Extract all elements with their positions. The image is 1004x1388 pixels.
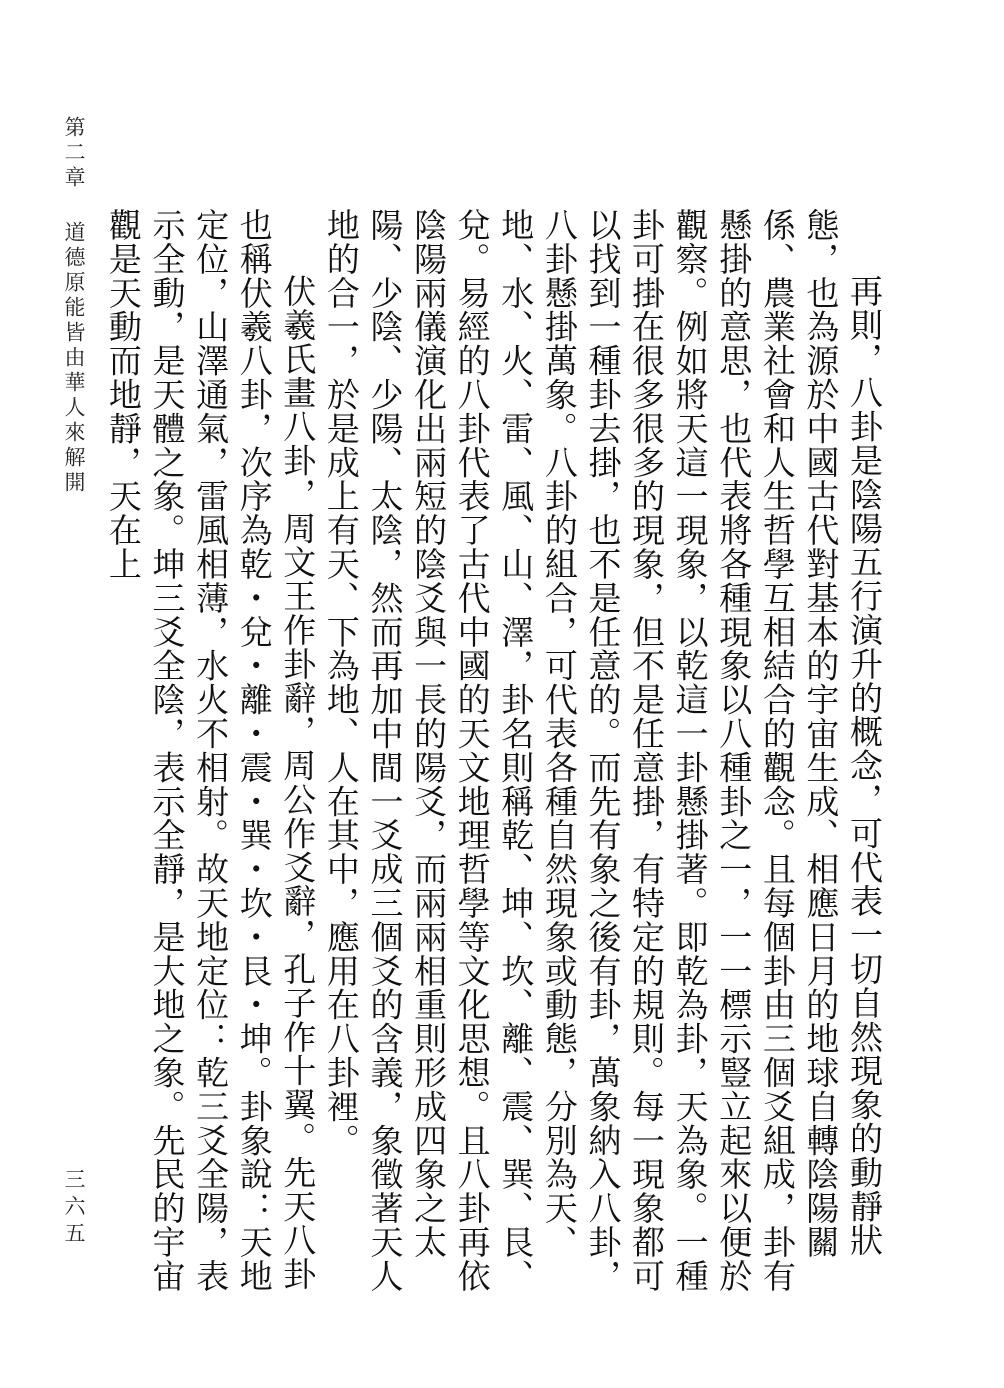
paragraph-fuxi-trigrams: 伏羲氏畫八卦，周文王作卦辭，周公作爻辭，孔子作十翼。先天八卦也稱伏羲八卦，次序為乾・兌・離・震・巽・坎・艮・坤。卦象說：天地定位，山澤通氣，雷風相薄，水火不相射。故天地定位：乾三爻全陽，表示全動，是天體之象。坤三爻全陰，表示全靜，是大地之象。先民的宇宙觀是天動而地靜，天在上	[103, 208, 318, 1293]
body-text	[101, 208, 886, 1298]
book-title: 道德原能皆由華人來解開	[62, 221, 86, 496]
paragraph-eight-trigrams: 再則，八卦是陰陽五行演升的概念，可代表一切自然現象的動靜狀態，也為源於中國古代對基本的宇宙生成、相應日月的地球自轉陰陽關係、農業社會和人生哲學互相結合的觀念。且每個卦由三個爻組成，卦有懸掛的意思，也代表將各種現象以八種卦之一，一一標示豎立起來以便於觀察。例如將天這一現象，以乾這一卦懸掛著。即乾為卦，天為象。一種卦可掛在很多很多的現象，但不是任意掛，有特定的規則。每一現象都可以找到一種卦去掛，也不是任意的。而先有象之後有卦，萬象納入八卦，八卦懸掛萬象。八卦的組合，可代表各種自然現象或動態，分別為天、地、水、火、雷、風、山、澤，卦名則稱乾、坤、坎、離、震、巽、艮、兌。易經的八卦代表了古代中國的天文地理哲學等文化思想。且八卦再依陰陽兩儀演化出兩短的陰爻與一長的陽爻，而兩兩相重則形成四象之太陽、少陰、少陽、太陰，然而再加中間一爻成三個爻的含義，象徵著天人地的合一，於是成上有天、下為地、人在其中，應用在八卦裡。	[321, 208, 884, 1293]
page-number: 三六五	[62, 1168, 86, 1249]
running-header	[60, 116, 88, 496]
chapter-label: 第二章	[62, 116, 86, 191]
